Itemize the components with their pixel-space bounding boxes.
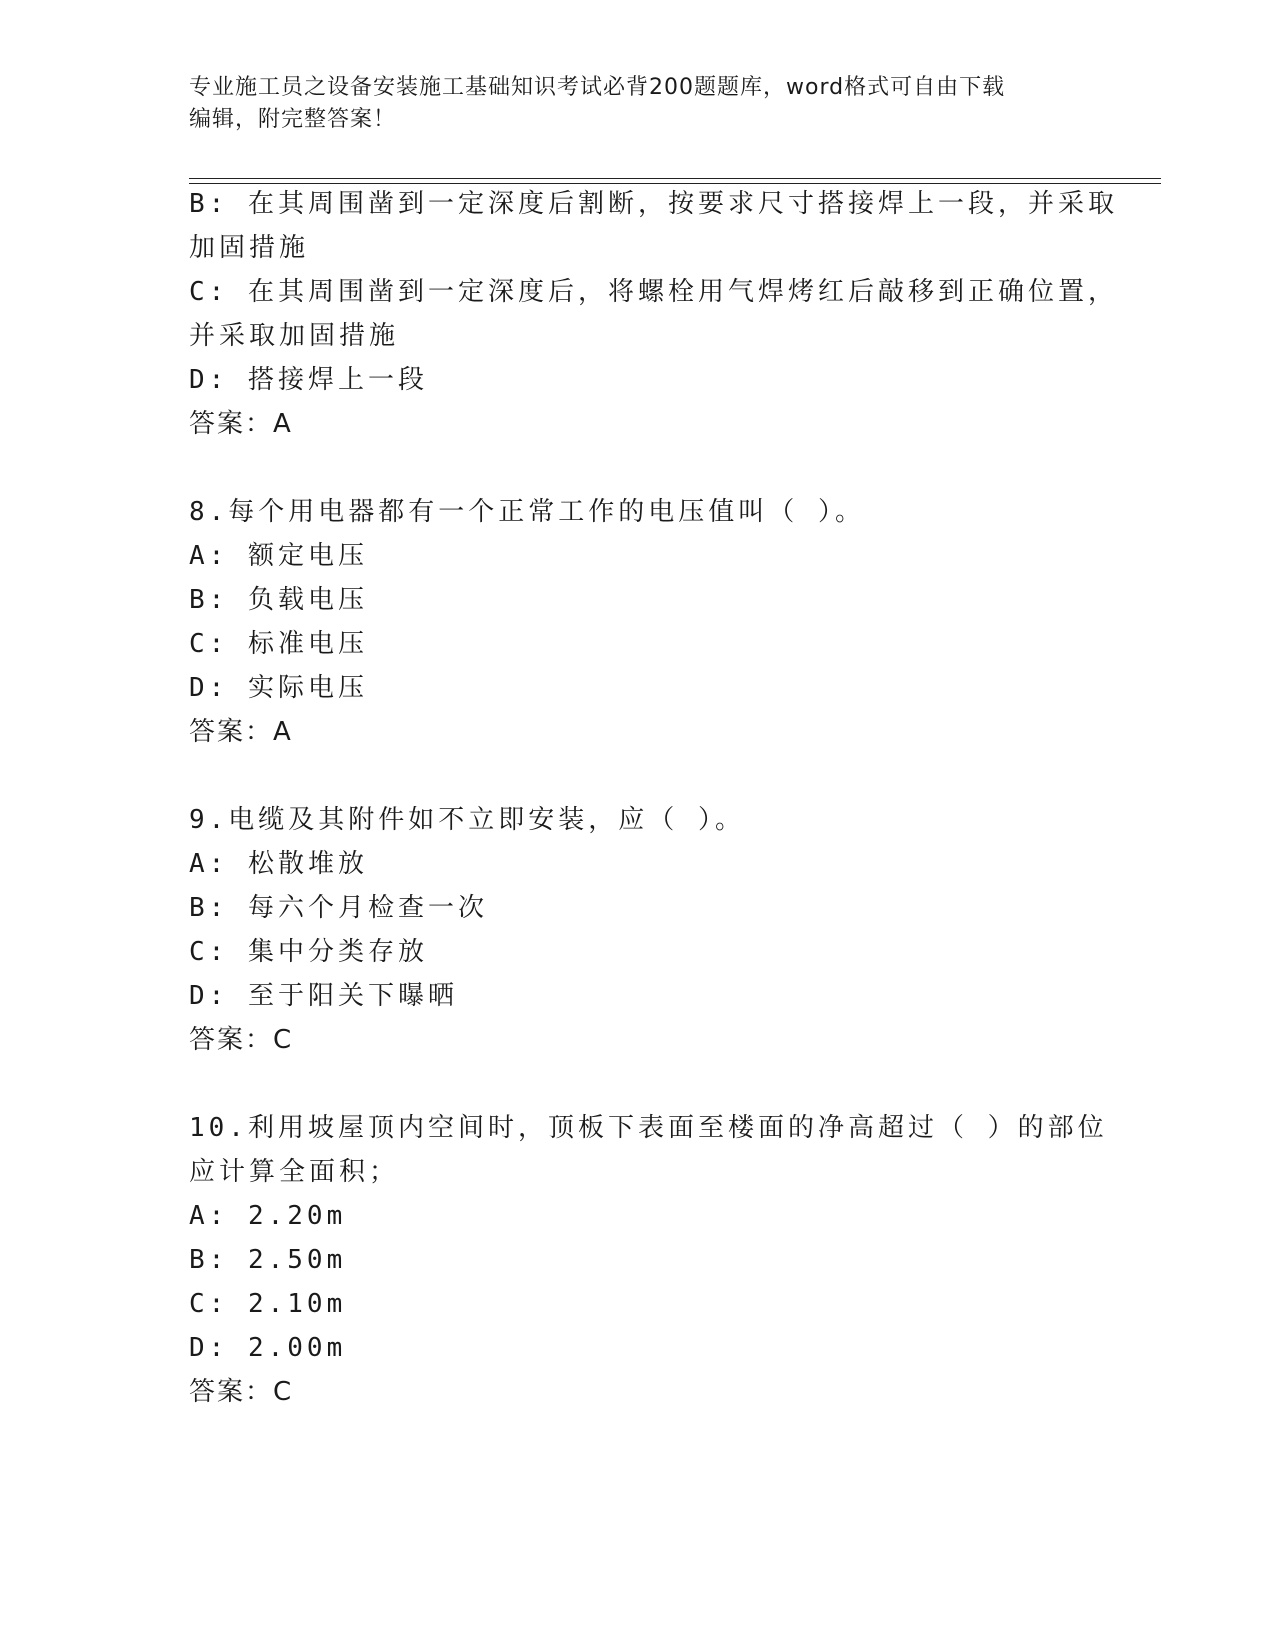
q10-stem-line-1: 10.利用坡屋顶内空间时，顶板下表面至楼面的净高超过（ ）的部位 — [189, 1113, 1108, 1143]
header-divider-bottom — [189, 183, 1161, 184]
q7-option-c-line-2: 并采取加固措施 — [189, 321, 400, 351]
q8-option-a: A: 额定电压 — [189, 541, 368, 571]
q9-option-c: C: 集中分类存放 — [189, 937, 428, 967]
q10-option-c: C: 2.10m — [189, 1289, 347, 1319]
q10-option-a: A: 2.20m — [189, 1201, 347, 1231]
q8-option-b: B: 负载电压 — [189, 585, 368, 615]
q8-option-c: C: 标准电压 — [189, 629, 368, 659]
q9-option-d: D: 至于阳关下曝晒 — [189, 981, 458, 1011]
q7-option-b-line-2: 加固措施 — [189, 233, 310, 263]
q7-option-c-line-1: C: 在其周围凿到一定深度后，将螺栓用气焊烤红后敲移到正确位置， — [189, 277, 1118, 307]
header-line-1: 专业施工员之设备安装施工基础知识考试必背200题题库，word格式可自由下载 — [189, 75, 1006, 100]
q9-option-a: A: 松散堆放 — [189, 849, 368, 879]
q9-option-b: B: 每六个月检查一次 — [189, 893, 488, 923]
header-divider-top — [189, 178, 1161, 179]
q8-stem: 8.每个用电器都有一个正常工作的电压值叫（ ）。 — [189, 497, 865, 527]
q8-option-d: D: 实际电压 — [189, 673, 368, 703]
q8-answer: 答案：A — [189, 717, 293, 747]
q9-answer: 答案：C — [189, 1025, 294, 1055]
q10-option-b: B: 2.50m — [189, 1245, 347, 1275]
q7-answer: 答案：A — [189, 409, 293, 439]
q10-stem-line-2: 应计算全面积； — [189, 1157, 400, 1187]
q7-option-d: D: 搭接焊上一段 — [189, 365, 428, 395]
q7-option-b-line-1: B: 在其周围凿到一定深度后割断，按要求尺寸搭接焊上一段，并采取 — [189, 189, 1118, 219]
header-line-2: 编辑，附完整答案！ — [189, 107, 397, 132]
q10-option-d: D: 2.00m — [189, 1333, 347, 1363]
q10-answer: 答案：C — [189, 1377, 294, 1407]
q9-stem: 9.电缆及其附件如不立即安装，应（ ）。 — [189, 805, 745, 835]
document-header — [189, 72, 1089, 136]
